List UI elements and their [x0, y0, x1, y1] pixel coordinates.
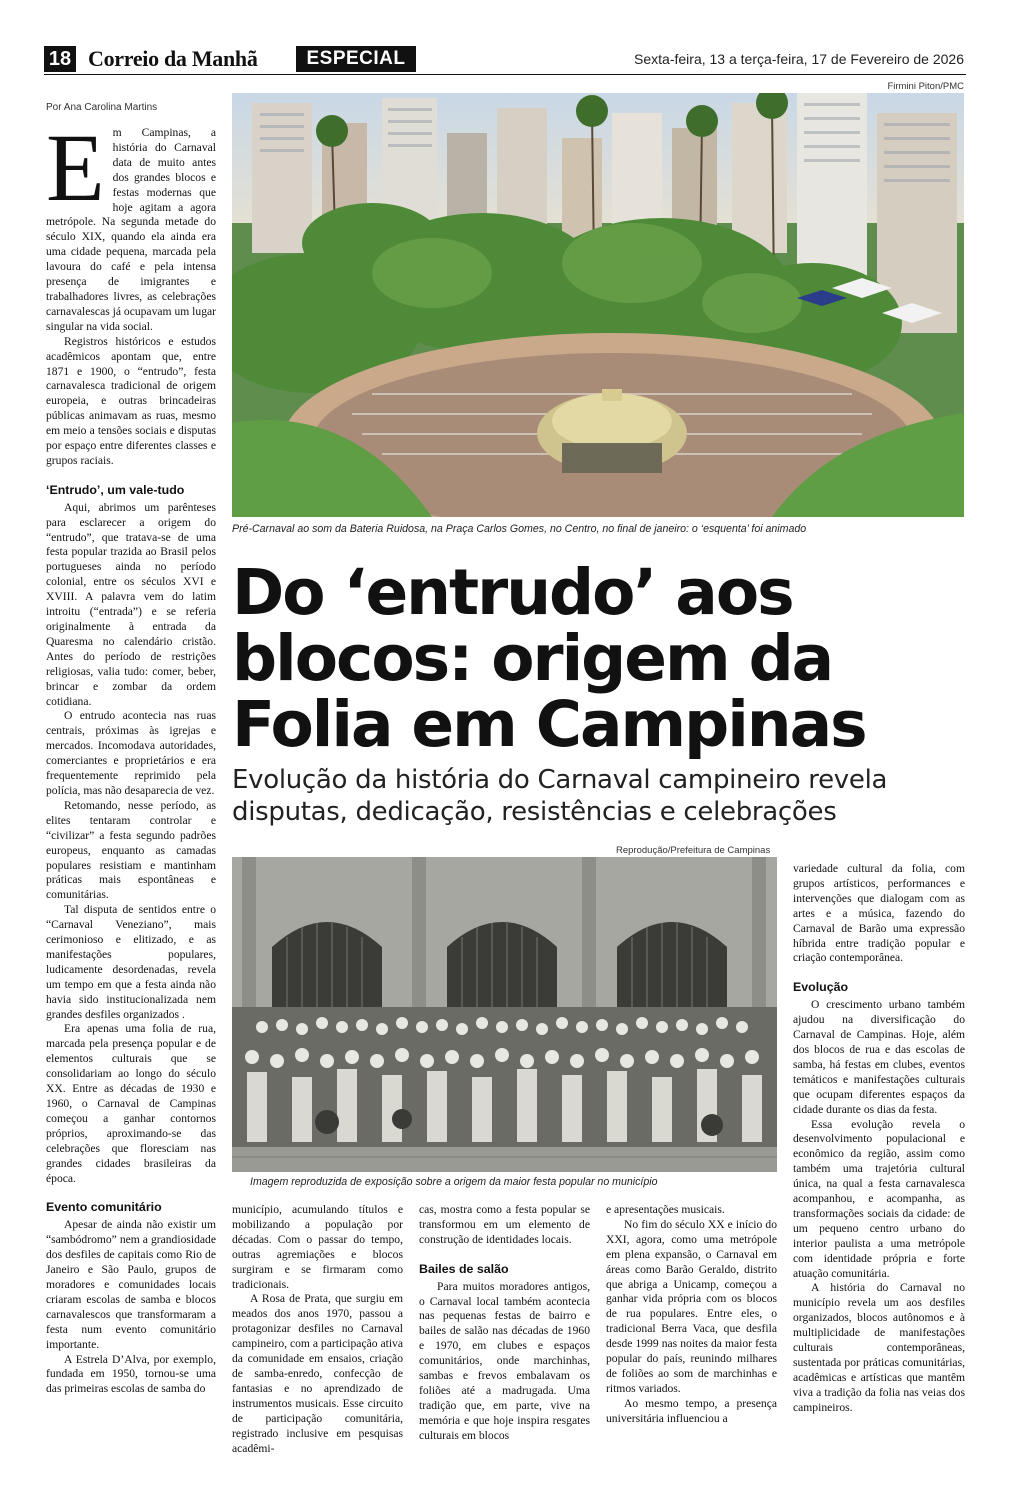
- historic-group-photo: [232, 857, 777, 1172]
- issue-date: Sexta-feira, 13 a terça-feira, 17 de Fevereiro de 2026: [634, 51, 964, 67]
- paragraph: Registros históricos e estudos acadêmicos apontam que, entre 1871 e 1900, o “entrudo”, festa carnavalesca tradicional de origem europeia, e outras brincadeiras públicas animavam as ruas, mesmo em meio a tensões sociais e disputas por espaço entre diferentes classes e grupos raciais.: [46, 334, 216, 467]
- article-column-5: [793, 862, 965, 1416]
- paragraph: variedade cultural da folia, com grupos artísticos, performances e intervenções que dialogam com as artes e a música, fazendo do Carnaval de Barão uma expressão híbrida entre tradição popular e criação contemporânea.: [793, 862, 965, 965]
- subheading: Evento comunitário: [46, 1200, 162, 1215]
- photo2-credit: Reprodução/Prefeitura de Campinas: [616, 845, 771, 856]
- paragraph: Para muitos moradores antigos, o Carnaval local também acontecia nas pequenas festas de bairro e bailes de salão nas décadas de 1960 e 1970, em clubes e espaços comunitários, onde marchinhas, sambas e frevos embalavam os foliões até a madrugada. Uma tradição que, em parte, vive na memória e que hoje inspira resgates culturais em blocos: [419, 1279, 590, 1442]
- subheading: Bailes de salão: [419, 1261, 509, 1276]
- masthead-logo: Correio da Manhã: [88, 46, 258, 71]
- page-number: 18: [44, 46, 76, 72]
- paragraph: A Rosa de Prata, que surgiu em meados dos anos 1970, passou a protagonizar desfiles no Carnaval campineiro, com a participação ativa da comunidade em ensaios, criação de samba-enredo, confecção de fantasias e no aprendizado de instrumentos musicais. Esse circuito de participação comunitária, registrado inclusive em pesquisas acadêmi-: [232, 1292, 403, 1455]
- paragraph: O entrudo acontecia nas ruas centrais, próximas às igrejas e mercados. Incomodava autoridades, comerciantes e proprietários e era frequentemente reprimido pela polícia, mas não desaparecia de vez.: [46, 709, 216, 797]
- subheading: ‘Entrudo’, um vale-tudo: [46, 482, 185, 497]
- section-label: ESPECIAL: [296, 46, 416, 72]
- header-rule: [44, 74, 966, 75]
- paragraph: município, acumulando títulos e mobilizando a população por décadas. Com o passar do tempo, outras agremiações e blocos surgiram e se firmaram como tradicionais.: [232, 1203, 403, 1291]
- subheading: Evolução: [793, 980, 849, 995]
- paragraph: Aqui, abrimos um parênteses para esclarecer a origem do “entrudo”, que tratava-se de uma festa popular trazida ao Brasil pelos portugueses ainda no período colonial, entre os séculos XVI e XVIII. A palavra vem do latim introitu (“entrada”) e se referia originalmente à entrada da Quaresma no calendário cristão. Antes do período de restrições religiosas, valia tudo: comer, beber, brincar e zombar da ordem cotidiana.: [46, 500, 216, 708]
- paragraph: Ao mesmo tempo, a presença universitária influenciou a: [606, 1396, 777, 1425]
- photo2-caption: Imagem reproduzida de exposição sobre a origem da maior festa popular no município: [250, 1176, 658, 1188]
- paragraph: m Campinas, a história do Carnaval data de muito antes dos grandes blocos e festas modernas que hoje agitam a agora metrópole. Na segunda metade do século XIX, quando ela ainda era uma cidade pequena, marcada pela lavoura do café e pela intensa presença de imigrantes e trabalhadores livres, as celebrações carnavalescas já ocupavam um lugar singular na vida social.: [46, 126, 216, 333]
- photo1-credit: Firmini Piton/PMC: [887, 81, 964, 92]
- paragraph: e apresentações musicais.: [606, 1203, 725, 1216]
- article-column-2: [232, 1203, 403, 1456]
- paragraph: A história do Carnaval no município revela um aos desfiles organizados, blocos autônomos e à multiplicidade de manifestações culturais contemporâneas, sustentada por práticas comunitárias, acadêmicas e artísticas que mantêm viva a tradição da folia nas veias dos campineiros.: [793, 1281, 965, 1414]
- byline: Por Ana Carolina Martins: [46, 102, 158, 113]
- paragraph: Retomando, nesse período, as elites tentaram controlar e “civilizar” a festa segundo padrões europeus, enquanto as camadas populares resistiam e mantinham práticas mais espontâneas e comunitárias.: [46, 798, 216, 902]
- paragraph: Tal disputa de sentidos entre o “Carnaval Veneziano”, mais cerimonioso e elitizado, e as manifestações populares, ludicamente desordenadas, revela um tempo em que a festa ainda não havia sido institucionalizada nem grandes desfiles organizados .: [46, 903, 216, 1021]
- aerial-square-photo: [232, 93, 964, 517]
- headline: Do ‘entrudo’ aos blocos: origem da Folia em Campinas: [232, 556, 866, 761]
- paragraph: O crescimento urbano também ajudou na diversificação do Carnaval de Campinas. Hoje, além dos blocos de rua e das escolas de samba, há festas em clubes, eventos temáticos e manifestações culturais que ocupam diferentes espaços da cidade durante os dias da festa.: [793, 998, 965, 1116]
- subheadline: Evolução da história do Carnaval campineiro revela disputas, dedicação, resistências e celebrações: [232, 765, 888, 827]
- photo1-caption: Pré-Carnaval ao som da Bateria Ruidosa, na Praça Carlos Gomes, no Centro, no final de janeiro: o ‘esquenta’ foi animado: [232, 523, 807, 535]
- paragraph: cas, mostra como a festa popular se transformou em um elemento de construção de identidades locais.: [419, 1203, 590, 1246]
- paragraph: Essa evolução revela o desenvolvimento populacional e econômico da região, assim como também uma trajetória cultural única, na qual a festa carnavalesca acompanhou, e acompanha, as transformações sociais da cidade: de um pequeno centro urbano do interior paulista a uma metrópole com identidade própria e forte atuação comunitária.: [793, 1117, 965, 1280]
- aerial-square-illustration: [232, 93, 964, 517]
- paragraph: Apesar de ainda não existir um “sambódromo” nem a grandiosidade dos desfiles de capitais como Rio de Janeiro e São Paulo, grupos de moradores e comunidades locais criaram escolas de samba e blocos carnavalescos que transformaram a festa num evento comunitário importante.: [46, 1218, 216, 1351]
- paragraph: A Estrela D’Alva, por exemplo, fundada em 1950, tornou-se uma das primeiras escolas de samba do: [46, 1352, 216, 1396]
- paragraph: No fim do século XX e início do XXI, agora, como uma metrópole em plena expansão, o Carnaval em áreas como Barão Geraldo, distrito que abriga a Unicamp, começou a ganhar vida própria com os blocos de rua populares. Entre eles, o tradicional Berra Vaca, que desfila desde 1999 nas noites da maior festa popular do país, reunindo milhares de foliões ao som de marchinhas e ritmos variados.: [606, 1217, 777, 1395]
- article-column-3: [419, 1203, 590, 1444]
- article-column-1: [46, 114, 216, 1397]
- paragraph: Era apenas uma folia de rua, marcada pela presença popular e de elementos culturais que se consolidariam ao longo do século XX. Entre as décadas de 1930 e 1960, o Carnaval de Campinas começou a ganhar contornos próprios, aproximando-se das celebrações que floresciam nas grandes cidades brasileiras da época.: [46, 1022, 216, 1185]
- drop-cap: E: [46, 114, 105, 221]
- historic-group-illustration: [232, 857, 777, 1172]
- article-column-4: [606, 1203, 777, 1427]
